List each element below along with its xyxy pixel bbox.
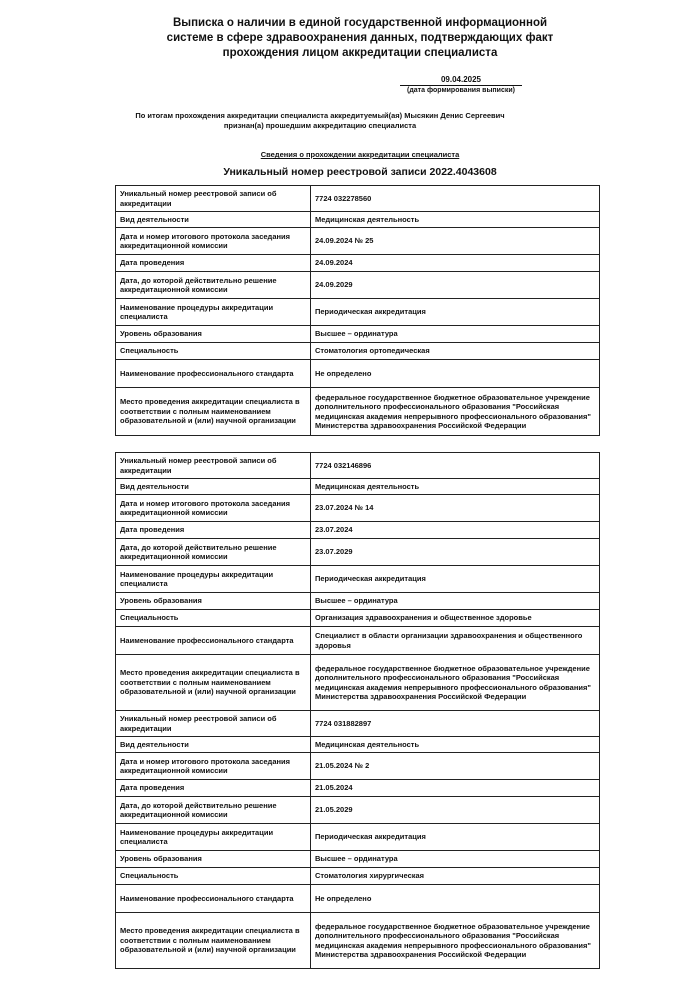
table-row — [116, 711, 600, 737]
value-cell: Медицинская деятельность — [311, 212, 600, 228]
table-row — [116, 479, 600, 495]
value-cell: 24.09.2024 № 25 — [311, 228, 600, 255]
table-row — [116, 343, 600, 360]
table-row — [116, 388, 600, 436]
value-cell: 24.09.2029 — [311, 272, 600, 299]
value-cell: 7724 031882897 — [311, 711, 600, 737]
value-cell: 23.07.2024 — [311, 522, 600, 539]
value-cell: Организация здравоохранения и общественное здоровье — [311, 610, 600, 627]
accreditation-result — [105, 111, 535, 131]
table-row — [116, 655, 600, 711]
result-line: признан(а) прошедшим аккредитацию специалиста — [223, 121, 417, 130]
table-row — [116, 255, 600, 272]
label-cell: Дата и номер итогового протокола заседания аккредитационной комиссии — [116, 228, 311, 255]
table-row — [116, 495, 600, 522]
table-row — [116, 522, 600, 539]
label-cell: Вид деятельности — [116, 479, 311, 495]
label-cell: Наименование профессионального стандарта — [116, 627, 311, 655]
table-row — [116, 539, 600, 566]
value-cell: федеральное государственное бюджетное образовательное учреждение дополнительного профессионального образования "Российская медицинская академия непрерывного профессионального образования" Министерства здравоохранения Российской Федерации — [311, 388, 600, 436]
label-cell: Уникальный номер реестровой записи об аккредитации — [116, 453, 311, 479]
label-cell: Наименование профессионального стандарта — [116, 885, 311, 913]
accreditation-record-table — [115, 185, 600, 436]
value-cell: Не определено — [311, 885, 600, 913]
table-row — [116, 753, 600, 780]
label-cell: Вид деятельности — [116, 212, 311, 228]
value-cell: 7724 032146896 — [311, 453, 600, 479]
label-cell: Дата проведения — [116, 522, 311, 539]
table-row — [116, 913, 600, 969]
table-row — [116, 593, 600, 610]
table-row — [116, 851, 600, 868]
table-row — [116, 868, 600, 885]
table-row — [116, 228, 600, 255]
value-cell: 21.05.2024 — [311, 780, 600, 797]
label-cell: Уровень образования — [116, 593, 311, 610]
value-cell: Медицинская деятельность — [311, 479, 600, 495]
value-cell: 24.09.2024 — [311, 255, 600, 272]
table-row — [116, 797, 600, 824]
value-cell: Стоматология ортопедическая — [311, 343, 600, 360]
value-cell: 21.05.2024 № 2 — [311, 753, 600, 780]
result-line: По итогам прохождения аккредитации специалиста аккредитуемый(ая) Мысякин Денис Сергеевич — [135, 111, 505, 120]
table-row — [116, 186, 600, 212]
value-cell: федеральное государственное бюджетное образовательное учреждение дополнительного профессионального образования "Российская медицинская академия непрерывного профессионального образования" Министерства здравоохранения Российской Федерации — [311, 913, 600, 969]
table-row — [116, 360, 600, 388]
value-cell: Специалист в области организации здравоохранения и общественного здоровья — [311, 627, 600, 655]
statement-date — [400, 74, 522, 96]
accreditation-record-table — [115, 452, 600, 969]
title-line: системе в сфере здравоохранения данных, подтверждающих факт — [166, 32, 554, 44]
label-cell: Дата и номер итогового протокола заседания аккредитационной комиссии — [116, 753, 311, 780]
value-cell: Высшее – ординатура — [311, 326, 600, 343]
label-cell: Дата и номер итогового протокола заседания аккредитационной комиссии — [116, 495, 311, 522]
title-line: прохождения лицом аккредитации специалиста — [222, 47, 498, 59]
value-cell: Периодическая аккредитация — [311, 566, 600, 593]
table-row — [116, 885, 600, 913]
date-value: 09.04.2025 — [400, 74, 522, 86]
value-cell: Медицинская деятельность — [311, 737, 600, 753]
value-cell: 23.07.2029 — [311, 539, 600, 566]
label-cell: Наименование процедуры аккредитации специалиста — [116, 566, 311, 593]
section-title: Сведения о прохождении аккредитации специалиста — [260, 150, 460, 159]
value-cell: Не определено — [311, 360, 600, 388]
label-cell: Место проведения аккредитации специалиста в соответствии с полным наименованием образовательной и (или) научной организации — [116, 913, 311, 969]
title-line: Выписка о наличии в единой государственной информационной — [172, 17, 548, 29]
label-cell: Место проведения аккредитации специалиста в соответствии с полным наименованием образовательной и (или) научной организации — [116, 655, 311, 711]
label-cell: Дата, до которой действительно решение аккредитационной комиссии — [116, 272, 311, 299]
label-cell: Наименование процедуры аккредитации специалиста — [116, 299, 311, 326]
label-cell: Специальность — [116, 868, 311, 885]
value-cell: Высшее – ординатура — [311, 851, 600, 868]
table-row — [116, 824, 600, 851]
label-cell: Место проведения аккредитации специалиста в соответствии с полным наименованием образовательной и (или) научной организации — [116, 388, 311, 436]
value-cell: Периодическая аккредитация — [311, 299, 600, 326]
table-row — [116, 272, 600, 299]
label-cell: Дата проведения — [116, 780, 311, 797]
table-row — [116, 212, 600, 228]
value-cell: Высшее – ординатура — [311, 593, 600, 610]
label-cell: Дата, до которой действительно решение аккредитационной комиссии — [116, 797, 311, 824]
table-row — [116, 566, 600, 593]
label-cell: Специальность — [116, 343, 311, 360]
value-cell: 23.07.2024 № 14 — [311, 495, 600, 522]
table-row — [116, 610, 600, 627]
date-caption: (дата формирования выписки) — [407, 87, 515, 94]
value-cell: федеральное государственное бюджетное образовательное учреждение дополнительного профессионального образования "Российская медицинская академия непрерывного профессионального образования" Министерства здравоохранения Российской Федерации — [311, 655, 600, 711]
value-cell: Периодическая аккредитация — [311, 824, 600, 851]
table-row — [116, 737, 600, 753]
value-cell: 7724 032278560 — [311, 186, 600, 212]
registry-number: Уникальный номер реестровой записи 2022.4043608 — [223, 166, 497, 178]
table-row — [116, 299, 600, 326]
value-cell: Стоматология хирургическая — [311, 868, 600, 885]
table-row — [116, 627, 600, 655]
label-cell: Уникальный номер реестровой записи об аккредитации — [116, 186, 311, 212]
label-cell: Уникальный номер реестровой записи об аккредитации — [116, 711, 311, 737]
label-cell: Дата, до которой действительно решение аккредитационной комиссии — [116, 539, 311, 566]
label-cell: Вид деятельности — [116, 737, 311, 753]
table-row — [116, 453, 600, 479]
label-cell: Уровень образования — [116, 326, 311, 343]
table-row — [116, 326, 600, 343]
label-cell: Уровень образования — [116, 851, 311, 868]
value-cell: 21.05.2029 — [311, 797, 600, 824]
document-title — [150, 16, 570, 61]
label-cell: Специальность — [116, 610, 311, 627]
label-cell: Наименование профессионального стандарта — [116, 360, 311, 388]
label-cell: Наименование процедуры аккредитации специалиста — [116, 824, 311, 851]
table-row — [116, 780, 600, 797]
label-cell: Дата проведения — [116, 255, 311, 272]
